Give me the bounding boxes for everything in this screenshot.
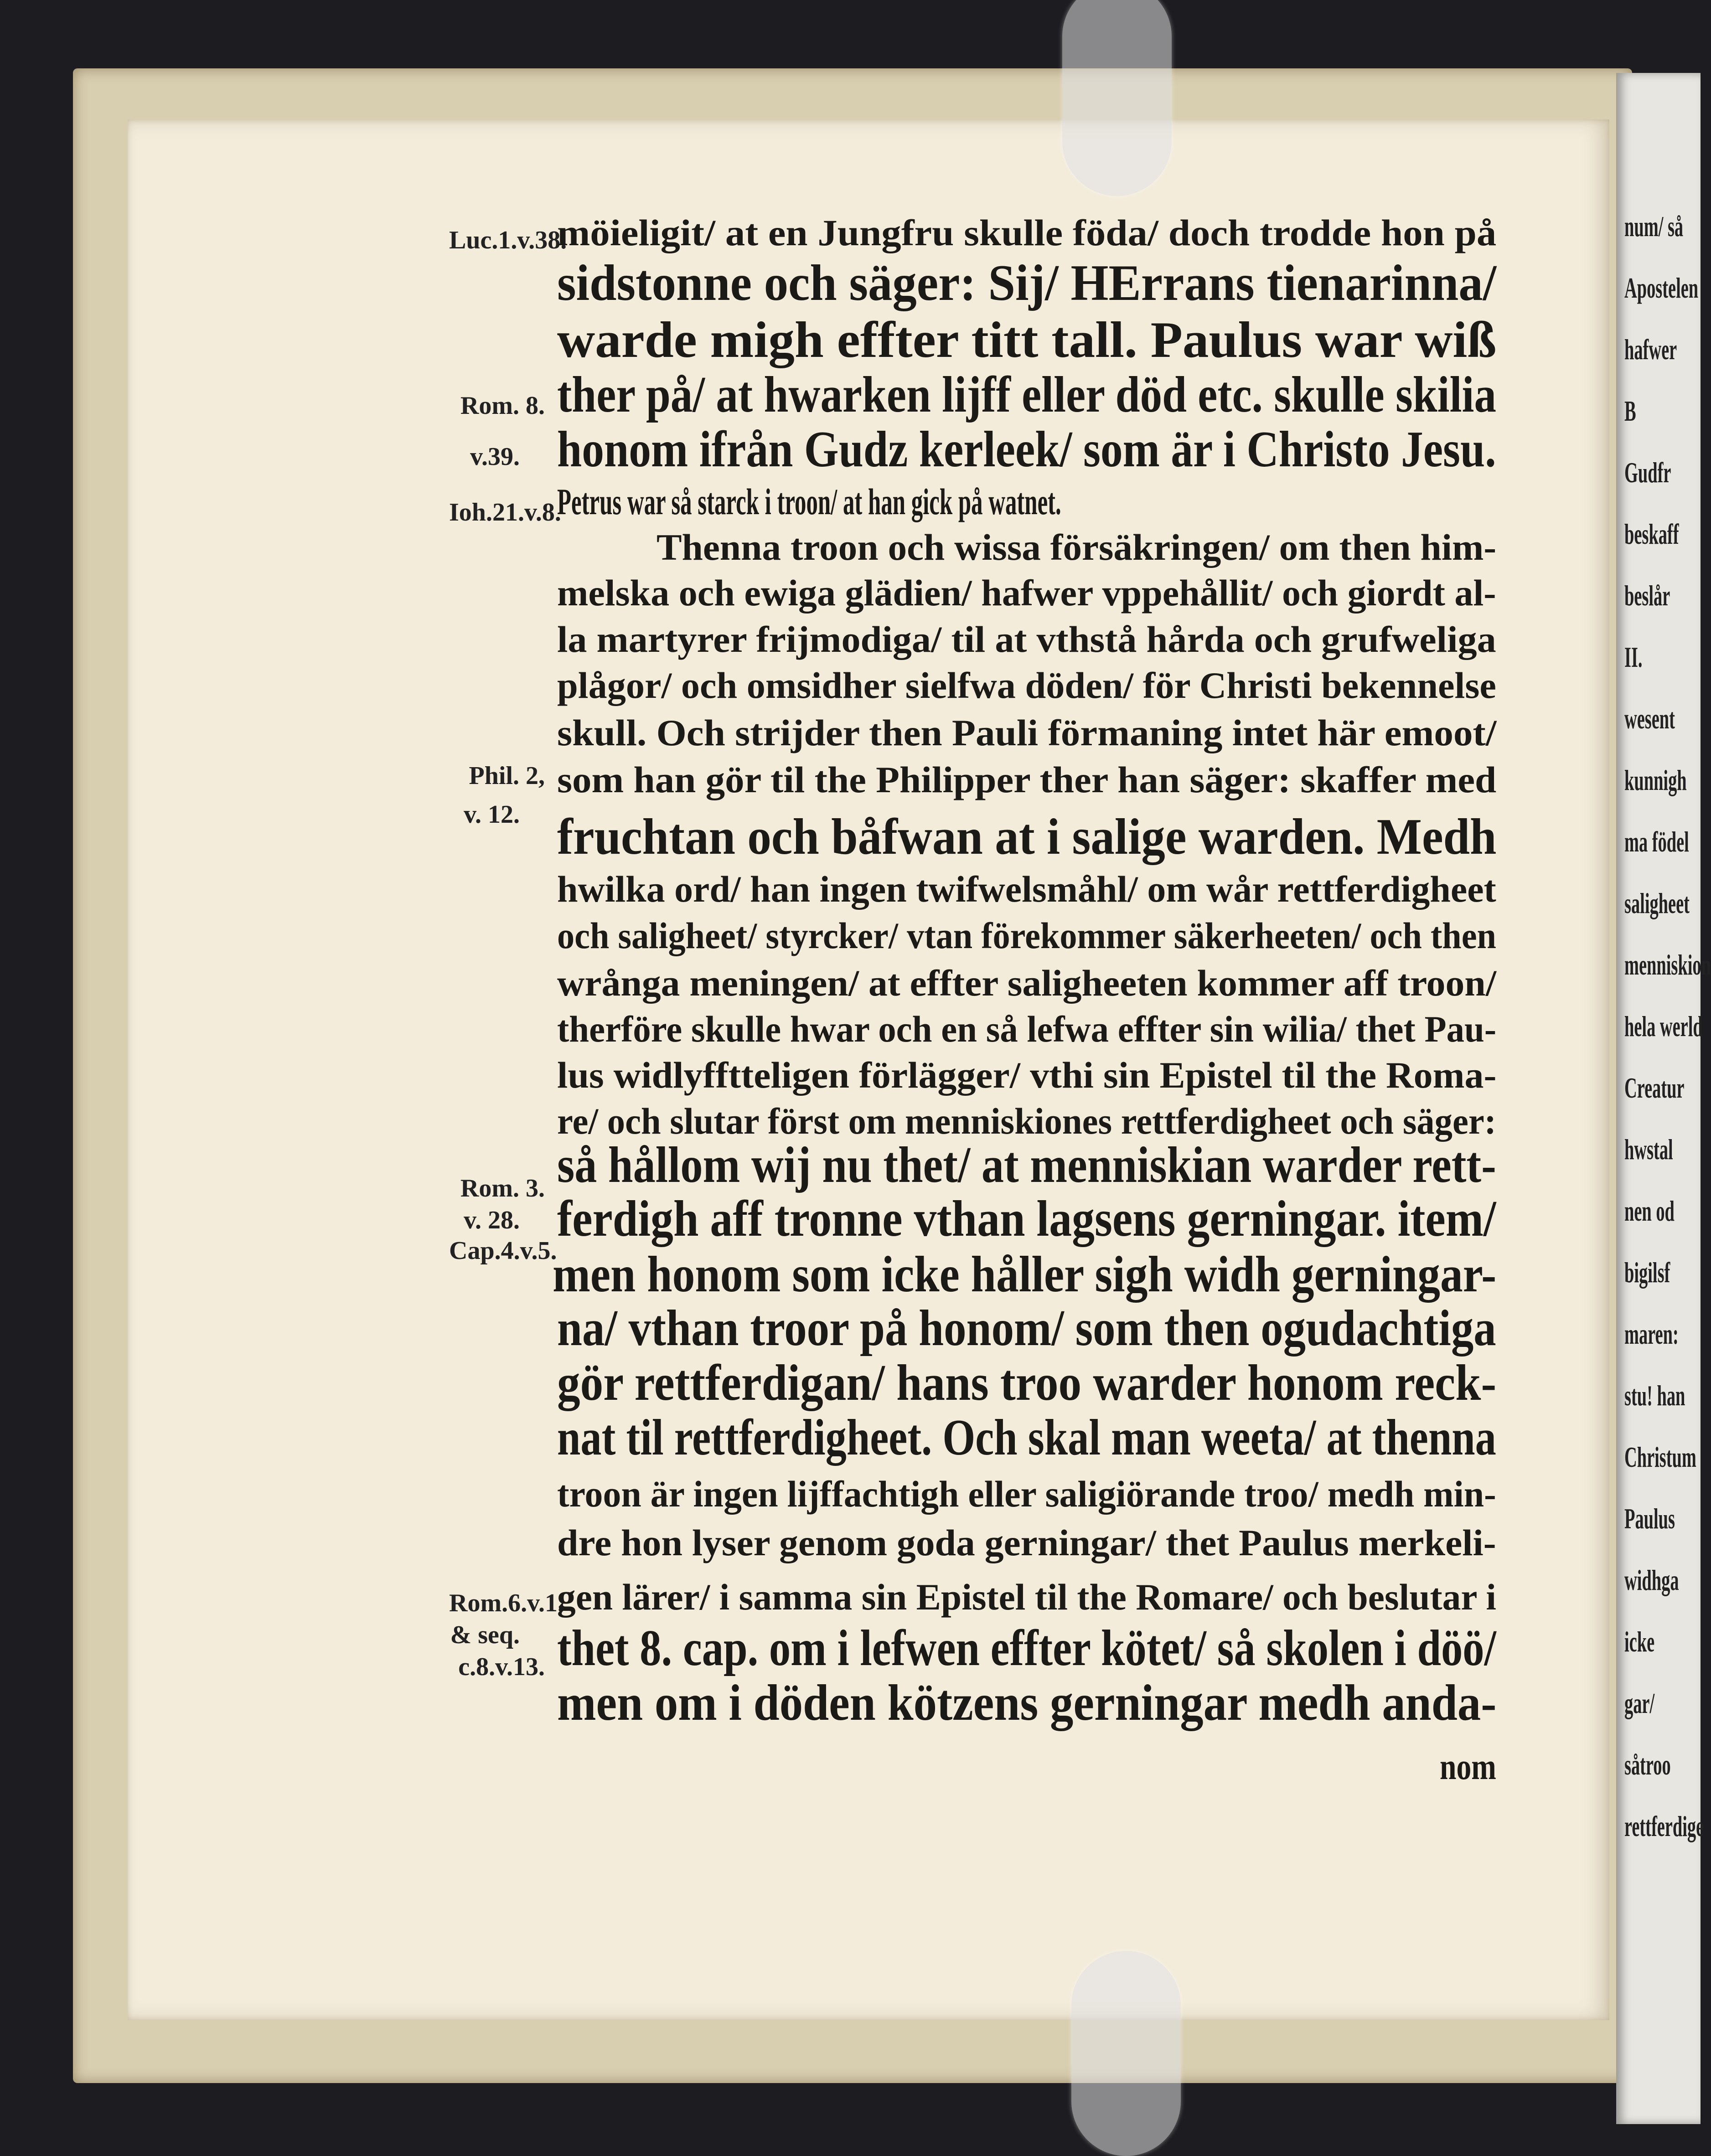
facing-page-fragment: ma födel [1624,825,1689,858]
text-line: gör rettferdigan/ hans troo warder honom reck- [557,1355,1497,1411]
text-line: hwilka ord/ han ingen twifwelsmåhl/ om wår rettferdigheet [557,868,1496,910]
margin-note: v. 12. [464,800,520,829]
facing-page-fragment: II. [1624,641,1643,673]
margin-note: Cap.4.v.5. [449,1237,557,1265]
facing-page [1616,73,1711,2124]
margin-note: Rom. 8. [460,392,545,420]
margin-note: v.39. [470,443,520,471]
text-line: nat til rettferdigheet. Och skal man weeta/ at thenna [557,1409,1496,1466]
text-line: sidstonne och säger: Sij/ HErrans tienarinna/ [557,255,1497,311]
margin-note: Luc.1.v.38. [449,226,567,254]
text-line: Petrus war så starck i troon/ at han gick på watnet. [557,481,1061,522]
text-line: men om i döden kötzens gerningar medh anda- [557,1675,1497,1731]
facing-page-fragment: såtroo [1624,1749,1671,1781]
text-line: honom ifrån Gudz kerleek/ som är i Christo Jesu. [557,421,1496,478]
facing-page-fragment: Creatur [1624,1072,1685,1104]
text-line: melska och ewiga glädien/ hafwer vppehållit/ och giordt al- [557,572,1496,614]
facing-page-fragment: widhga [1624,1564,1679,1596]
catchword: nom [1440,1746,1496,1787]
scanner-clip-top [1062,0,1172,196]
text-line: skull. Och strijder then Pauli förmaning intet här emoot/ [557,712,1497,753]
facing-page-fragment: gar/ [1624,1687,1655,1719]
text-line: lus widlyfftteligen förlägger/ vthi sin Epistel til the Roma- [557,1054,1497,1096]
facing-page-fragment: kunnigh [1624,764,1687,796]
scanner-clip-bottom [1071,1951,1181,2156]
text-line: therföre skulle hwar och en så lefwa effter sin wilia/ thet Pau- [557,1008,1497,1050]
facing-page-fragment: maren: [1624,1318,1679,1350]
text-line: warde migh effter titt tall. Paulus war wiß [557,312,1497,368]
margin-note: & seq. [450,1621,520,1649]
facing-page-fragment: rettferdige [1624,1810,1704,1842]
text-line: ferdigh aff tronne vthan lagsens gerningar. item/ [557,1191,1496,1247]
text-line: Thenna troon och wissa försäkringen/ om then him- [656,526,1497,568]
text-line: dre hon lyser genom goda gerningar/ thet Paulus merkeli- [557,1522,1496,1563]
text-line: och saligheet/ styrcker/ vtan förekommer säkerheeten/ och then [557,915,1496,956]
facing-page-fragment: hela werld [1624,1010,1703,1042]
text-line: plågor/ och omsidher sielfwa döden/ för Christi bekennelse [557,665,1496,706]
facing-page-fragment: menniskion [1624,949,1711,981]
text-line: fruchtan och båfwan at i salige warden. Medh [557,809,1497,865]
facing-page-fragment: icke [1624,1625,1655,1658]
facing-page-fragment: Apostelen [1624,272,1699,304]
text-line: möieligit/ at en Jungfru skulle föda/ doch trodde hon på [557,212,1497,253]
facing-page-fragment: stu! han [1624,1379,1685,1412]
facing-page-fragment: nen od [1624,1195,1675,1227]
text-line: la martyrer frijmodiga/ til at vthstå hårda och grufweliga [557,619,1496,660]
text-line: som han gör til the Philipper ther han säger: skaffer med [557,759,1497,800]
text-line: thet 8. cap. om i lefwen effter kötet/ så skolen i döö/ [557,1620,1496,1676]
facing-page-fragment: bigilsf [1624,1256,1670,1289]
text-line: troon är ingen lijffachtigh eller saligiörande troo/ medh min- [557,1473,1496,1515]
text-line: så hållom wij nu thet/ at menniskian warder rett- [557,1137,1496,1193]
facing-page-fragment: hwstal [1624,1133,1673,1166]
margin-note: Ioh.21.v.8. [449,498,561,526]
facing-page-fragment: beslår [1624,579,1670,612]
text-line: gen lärer/ i samma sin Epistel til the Romare/ och beslutar i [557,1576,1496,1618]
facing-page-fragment: B [1624,395,1636,427]
facing-page-fragment: saligheet [1624,887,1690,919]
margin-note: c.8.v.13. [458,1653,545,1681]
text-line: ther på/ at hwarken lijff eller död etc. skulle skilia [557,366,1496,423]
facing-page-fragment: Gudfr [1624,456,1671,489]
facing-page-fragment: beskaff [1624,518,1679,550]
facing-page-fragment: hafwer [1624,333,1677,366]
facing-page-fragment: num/ så [1624,210,1684,242]
margin-note: v. 28. [464,1206,520,1234]
facing-page-fragment: Christum [1624,1441,1696,1473]
facing-page-fragment: Paulus [1624,1502,1675,1535]
text-line: men honom som icke håller sigh widh gerningar- [553,1246,1497,1303]
margin-note: Phil. 2, [469,762,545,790]
text-line: wrånga meningen/ at effter saligheeten kommer aff troon/ [557,962,1497,1004]
facing-page-fragment: wesent [1624,702,1675,735]
text-line: re/ och slutar först om menniskiones rettferdigheet och säger: [557,1100,1496,1142]
text-line: na/ vthan troor på honom/ som then ogudachtiga [557,1300,1496,1357]
margin-note: Rom. 3. [460,1174,545,1202]
margin-note: Rom.6.v.1. [449,1589,564,1617]
